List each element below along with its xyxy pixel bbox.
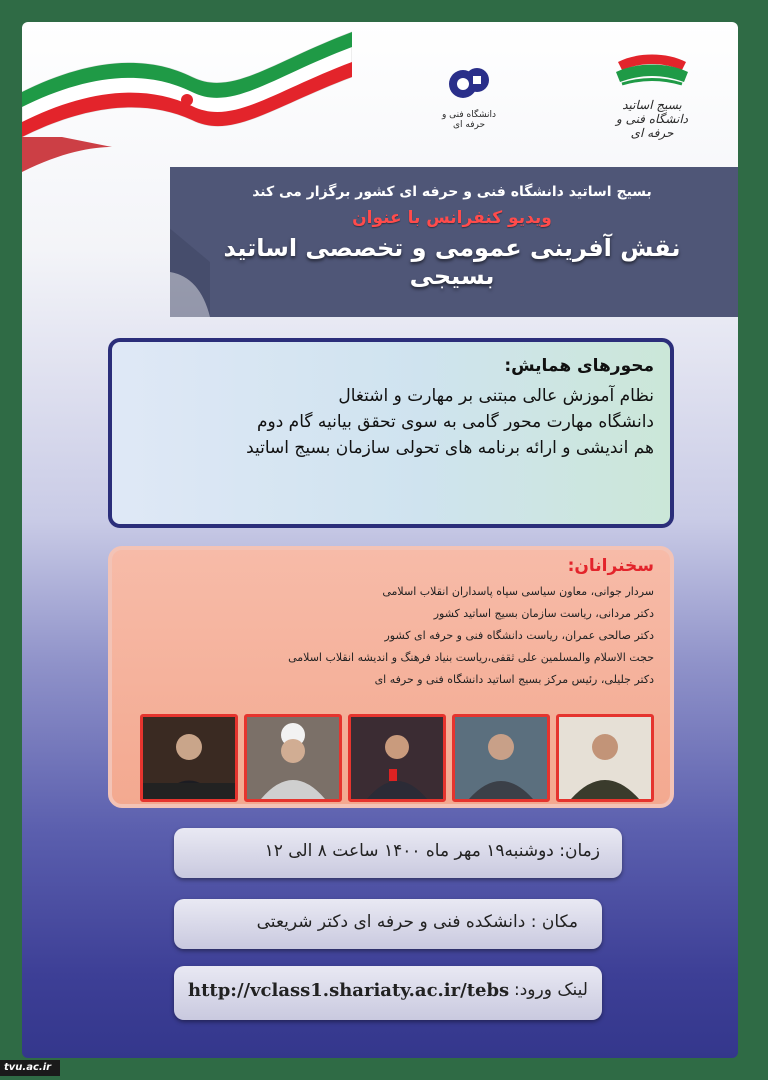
basij-logo-caption-1: بسیج اساتید (622, 98, 682, 112)
speaker-item: حجت الاسلام والمسلمین علی ثقفی،ریاست بنیاد فرهنگ و اندیشه انقلاب اسلامی (288, 651, 654, 664)
speaker-item: دکتر صالحی عمران، ریاست دانشگاه فنی و حرفه ای کشور (384, 629, 654, 642)
university-logo (434, 62, 504, 152)
link-box (174, 966, 602, 1020)
organizer-text: بسیج اساتید دانشگاه فنی و حرفه ای کشور برگزار می کند (252, 184, 652, 200)
speaker-photo (556, 714, 654, 802)
topics-box (108, 338, 674, 528)
speaker-photo (452, 714, 550, 802)
speaker-photo (348, 714, 446, 802)
topic-item: هم اندیشی و ارائه برنامه های تحولی سازمان بسیج اساتید (246, 438, 654, 458)
topic-item: نظام آموزش عالی مبتنی بر مهارت و اشتغال (338, 386, 654, 406)
link-label: لینک ورود: (514, 980, 588, 1000)
time-box (174, 828, 622, 878)
time-text: زمان: دوشنبه۱۹ مهر ماه ۱۴۰۰ ساعت ۸ الی ۱۲ (264, 841, 600, 861)
university-logo-caption: دانشگاه فنی و حرفه ای (441, 110, 497, 130)
site-watermark: tvu.ac.ir (0, 1060, 60, 1076)
poster (22, 22, 738, 1058)
topic-item: دانشگاه مهارت محور گامی به سوی تحقق بیانیه گام دوم (256, 412, 654, 432)
place-box (174, 899, 602, 949)
speaker-item: سردار جوانی، معاون سیاسی سپاه پاسداران انقلاب اسلامی (382, 585, 654, 598)
basij-logo-caption-2: دانشگاه فنی و حرفه ای (615, 112, 689, 140)
event-type-text: ویدیو کنفرانس با عنوان (352, 208, 552, 228)
speaker-photos (140, 714, 652, 804)
basij-emblem-icon (612, 52, 692, 94)
speaker-photo (140, 714, 238, 802)
basij-professors-logo (607, 52, 697, 152)
conference-link[interactable]: http://vclass1.shariaty.ac.ir/tebs (188, 980, 510, 1001)
header-text (192, 174, 712, 290)
university-emblem-icon (447, 62, 491, 106)
topics-heading: محورهای همایش: (504, 356, 654, 376)
speaker-item: دکتر مردانی، ریاست سازمان بسیج اساتید کشور (433, 607, 654, 620)
event-title: نقش آفرینی عمومی و تخصصی اساتید بسیجی (223, 234, 681, 290)
speaker-item: دکتر جلیلی، رئیس مرکز بسیج اساتید دانشگاه فنی و حرفه ای (374, 673, 654, 686)
place-text: مکان : دانشکده فنی و حرفه ای دکتر شریعتی (256, 912, 578, 932)
speakers-box (108, 546, 674, 808)
speaker-photo (244, 714, 342, 802)
speakers-heading: سخنرانان: (567, 556, 654, 576)
